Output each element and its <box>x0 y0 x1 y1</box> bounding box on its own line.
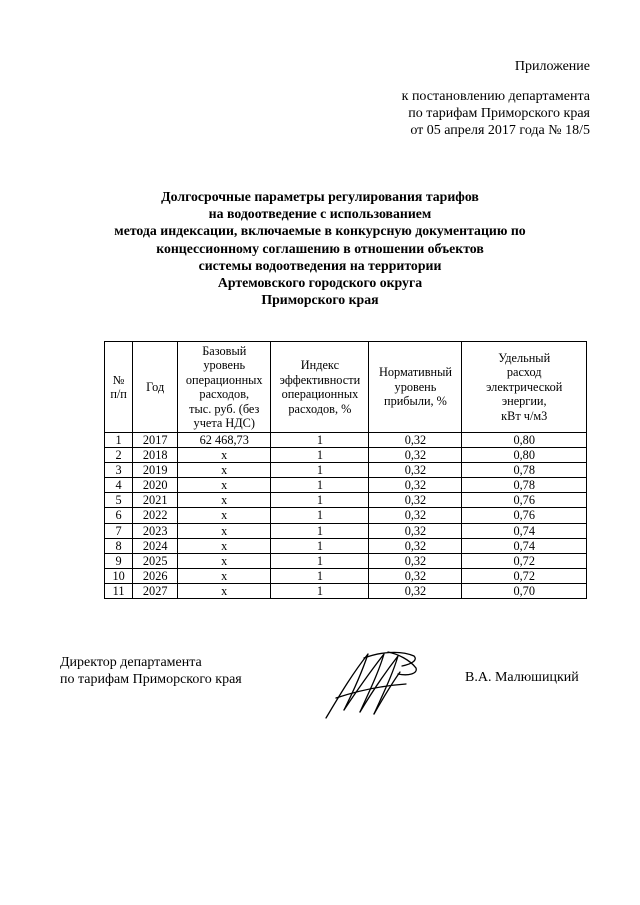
title-line: Артемовского городского округа <box>217 275 423 291</box>
table-cell: 7 <box>105 523 133 538</box>
table-cell: 1 <box>105 433 133 448</box>
table-cell: 62 468,73 <box>178 433 271 448</box>
table-cell: 1 <box>271 538 369 553</box>
table-cell: 9 <box>105 553 133 568</box>
table-cell: 4 <box>105 478 133 493</box>
table-cell: 1 <box>271 508 369 523</box>
table-cell: 0,74 <box>462 538 587 553</box>
table-cell: 0,32 <box>369 433 462 448</box>
table-cell: 2017 <box>133 433 178 448</box>
table-cell: 1 <box>271 568 369 583</box>
table-cell: 0,32 <box>369 478 462 493</box>
table-cell: 0,32 <box>369 508 462 523</box>
table-cell: 0,80 <box>462 448 587 463</box>
table-cell: 0,72 <box>462 568 587 583</box>
table-cell: 0,32 <box>369 493 462 508</box>
column-header-line: эффективности <box>279 372 361 387</box>
title-line: Приморского края <box>261 292 379 308</box>
table-row <box>105 433 587 448</box>
column-header <box>133 342 178 433</box>
table-cell: х <box>178 448 271 463</box>
column-header <box>105 342 133 433</box>
table-cell: 0,32 <box>369 523 462 538</box>
table-body <box>105 433 587 599</box>
table-cell: 8 <box>105 538 133 553</box>
table-cell: х <box>178 508 271 523</box>
table-cell: 3 <box>105 463 133 478</box>
table-row <box>105 493 587 508</box>
column-header-line: Базовый <box>202 343 247 358</box>
table-cell: 0,70 <box>462 583 587 598</box>
table-cell: 1 <box>271 553 369 568</box>
table-cell: 2019 <box>133 463 178 478</box>
table-cell: 1 <box>271 583 369 598</box>
column-header <box>462 342 587 433</box>
title-line: Долгосрочные параметры регулирования тарифов <box>161 189 479 204</box>
position-line-1: Директор департамента <box>60 655 202 670</box>
table-header-row <box>105 342 587 433</box>
column-header-line: уровень <box>203 358 246 372</box>
table-cell: х <box>178 523 271 538</box>
column-header-line: энергии, <box>501 394 547 409</box>
table-cell: 0,32 <box>369 448 462 463</box>
table-cell: 0,72 <box>462 553 587 568</box>
table-cell: 2026 <box>133 568 178 583</box>
column-header-line: учета НДС) <box>193 416 255 430</box>
column-header-line: расходов, <box>199 387 250 401</box>
table-row <box>105 553 587 568</box>
column-header-line: тыс. руб. (без <box>189 401 260 416</box>
table-cell: 5 <box>105 493 133 508</box>
table-cell: 0,32 <box>369 463 462 478</box>
table-cell: х <box>178 553 271 568</box>
table-cell: 0,32 <box>369 553 462 568</box>
column-header-line: уровень <box>394 379 437 394</box>
parameters-table <box>104 341 587 599</box>
table-cell: 1 <box>271 433 369 448</box>
title-line: системы водоотведения на территории <box>198 257 442 273</box>
table-cell: 10 <box>105 568 133 583</box>
column-header-line: Нормативный <box>378 365 452 380</box>
table-row <box>105 568 587 583</box>
column-header-line: операционных <box>185 372 263 387</box>
column-header-line: Удельный <box>498 350 551 365</box>
table-row <box>105 463 587 478</box>
table-cell: 0,78 <box>462 463 587 478</box>
position-line-2: по тарифам Приморского края <box>60 672 242 687</box>
signatory-name: В.А. Малюшицкий <box>465 670 579 685</box>
signatory-position <box>60 654 242 688</box>
table-cell: х <box>178 478 271 493</box>
appendix-title: Приложение <box>514 59 590 74</box>
table-cell: 1 <box>271 493 369 508</box>
title-line: концессионному соглашению в отношении объектов <box>156 240 484 256</box>
document-title <box>60 188 580 308</box>
table-cell: 11 <box>105 583 133 598</box>
table-cell: 2020 <box>133 478 178 493</box>
column-header <box>271 342 369 433</box>
table-cell: 1 <box>271 448 369 463</box>
column-header <box>178 342 271 433</box>
appendix-block <box>390 58 590 139</box>
table-cell: 0,76 <box>462 508 587 523</box>
table-cell: 2 <box>105 448 133 463</box>
table-cell: 2022 <box>133 508 178 523</box>
table-row <box>105 448 587 463</box>
handwritten-signature <box>318 646 428 726</box>
column-header-line: прибыли, % <box>383 394 447 409</box>
table-cell: 1 <box>271 463 369 478</box>
table-cell: х <box>178 463 271 478</box>
table-cell: 0,32 <box>369 568 462 583</box>
title-line: на водоотведение с использованием <box>208 206 432 222</box>
column-header-line: операционных <box>281 387 359 401</box>
column-header-line: электрической <box>486 379 563 394</box>
table-cell: 0,32 <box>369 538 462 553</box>
table-cell: х <box>178 493 271 508</box>
table-row <box>105 538 587 553</box>
table-cell: 0,76 <box>462 493 587 508</box>
table-cell: 0,32 <box>369 583 462 598</box>
table-cell: 1 <box>271 478 369 493</box>
column-header-line: Год <box>146 379 165 394</box>
column-header-line: расход <box>506 365 542 380</box>
appendix-line-1: к постановлению департамента <box>401 89 590 104</box>
table-cell: х <box>178 583 271 598</box>
table-cell: х <box>178 538 271 553</box>
table-cell: х <box>178 568 271 583</box>
title-line: метода индексации, включаемые в конкурсную документацию по <box>114 223 526 239</box>
table-cell: 2027 <box>133 583 178 598</box>
column-header-line: Индекс <box>300 358 340 372</box>
column-header-line: № <box>112 372 125 387</box>
table-row <box>105 508 587 523</box>
table-cell: 0,78 <box>462 478 587 493</box>
table-cell: 2024 <box>133 538 178 553</box>
table-cell: 0,80 <box>462 433 587 448</box>
table-cell: 2023 <box>133 523 178 538</box>
table-row <box>105 583 587 598</box>
table-cell: 1 <box>271 523 369 538</box>
table-cell: 2021 <box>133 493 178 508</box>
appendix-line-2: по тарифам Приморского края <box>408 106 590 121</box>
table-cell: 0,74 <box>462 523 587 538</box>
table-cell: 6 <box>105 508 133 523</box>
table-row <box>105 523 587 538</box>
appendix-line-3: от 05 апреля 2017 года № 18/5 <box>410 123 590 138</box>
column-header-line: п/п <box>110 387 127 401</box>
column-header-line: кВт ч/м3 <box>501 408 548 423</box>
column-header <box>369 342 462 433</box>
table-row <box>105 478 587 493</box>
column-header-line: расходов, % <box>288 401 352 416</box>
table-cell: 2018 <box>133 448 178 463</box>
table-cell: 2025 <box>133 553 178 568</box>
